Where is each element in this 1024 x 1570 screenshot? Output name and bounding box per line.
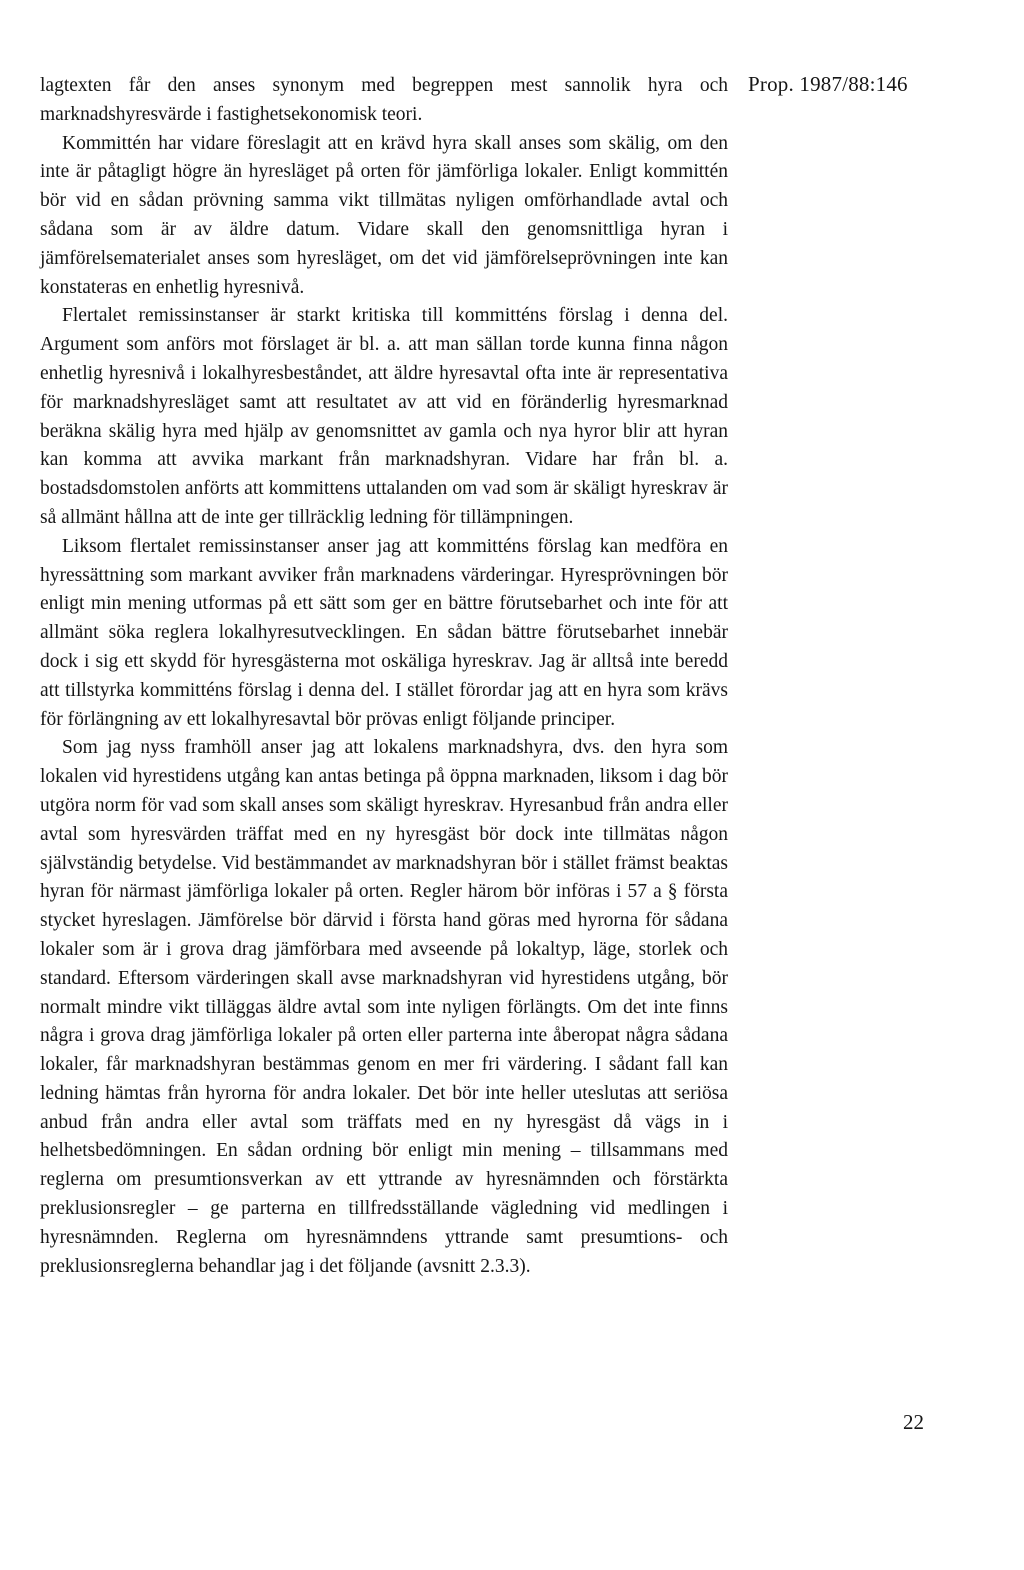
page-number: 22 <box>903 1410 924 1434</box>
paragraph-continuation: lagtexten får den anses synonym med begreppen mest sannolik hyra och marknadshyresvärde i fastighetsekonomisk teori. <box>40 75 728 125</box>
paragraph-committee-proposal: Kommittén har vidare föreslagit att en krävd hyra skall anses som skälig, om den inte är påtagligt högre än hyresläget på orten för jämförliga lokaler. Enligt kommittén bör vid en sådan prövning samma vikt tillmätas nyligen omförhandlade avtal och sådana som är av äldre datum. Vidare skall den genomsnittliga hyran i jämförelsematerialet anses som hyresläget, om det vid jämförelseprövningen inte kan konstateras en enhetlig hyresnivå. <box>40 132 728 298</box>
document-reference: Prop. 1987/88:146 <box>748 72 908 96</box>
paragraph-principles: Som jag nyss framhöll anser jag att lokalens marknadshyra, dvs. den hyra som lokalen vid hyrestidens utgång kan antas betinga på öppna marknaden, liksom i dag bör utgöra norm för vad som skall anses som skäligt hyreskrav. Hyresanbud från andra eller avtal som hyresvärden träffat med en ny hyresgäst bör dock inte tillmätas någon självständig betydelse. Vid bestämmandet av marknadshyran bör i stället främst beaktas hyran för närmast jämförliga lokaler på orten. Regler härom bör införas i 57 a § första stycket hyreslagen. Jämförelse bör därvid i första hand göras med hyrorna för sådana lokaler som är i grova drag jämförbara med avseende på lokaltyp, läge, storlek och standard. Eftersom värderingen skall avse marknadshyran vid hyrestidens utgång, bör normalt mindre vikt tilläggas äldre avtal som inte nyligen förlängts. Om det inte finns några i grova drag jämförliga lokaler på orten eller parterna inte åberopat några sådana lokaler, får marknadshyran bestämmas genom en mer fri värdering. I sådant fall kan ledning hämtas från hyrorna för andra lokaler. Det bör inte heller uteslutas att seriösa anbud från andra eller avtal som träffats med en ny hyresgäst då vägs in i helhetsbedömningen. En sådan ordning bör enligt min mening – tillsammans med reglerna om presumtionsverkan av ett yttrande av hyresnämnden och förstärkta preklusionsregler – ge parterna en tillfredsställande vägledning vid medlingen i hyresnämnden. Reglerna om hyresnämndens yttrande samt presumtions- och preklusionsreglerna behandlar jag i det följande (avsnitt 2.3.3). <box>40 737 728 1277</box>
body-text <box>40 72 728 1281</box>
paragraph-minister-position: Liksom flertalet remissinstanser anser jag att kommitténs förslag kan medföra en hyressättning som markant avviker från marknadens värderingar. Hyresprövningen bör enligt min mening utformas på ett sätt som ger en bättre förutsebarhet och inte för att allmänt söka reglera lokalhyresutvecklingen. En sådan bättre förutsebarhet innebär dock i sig ett skydd för hyresgästerna mot oskäliga hyreskrav. Jag är alltså inte beredd att tillstyrka kommitténs förslag i denna del. I stället förordar jag att en hyra som krävs för förlängning av ett lokalhyresavtal bör prövas enligt följande principer. <box>40 535 728 730</box>
paragraph-remiss-criticism: Flertalet remissinstanser är starkt kritiska till kommitténs förslag i denna del. Argument som anförs mot förslaget är bl. a. att man sällan torde kunna finna någon enhetlig hyresnivå i lokalhyresbeståndet, att äldre hyresavtal ofta inte är representativa för marknadshyresläget samt att resultatet av att vid en föränderlig hyresmarknad beräkna skälig hyra med hjälp av genomsnittet av gamla och nya hyror blir att hyran kan komma att avvika markant från marknadshyran. Vidare har från bl. a. bostadsdomstolen anförts att kommittens uttalanden om vad som är skäligt hyreskrav är så allmänt hållna att de inte ger tillräcklig ledning för tillämpningen. <box>40 305 728 528</box>
